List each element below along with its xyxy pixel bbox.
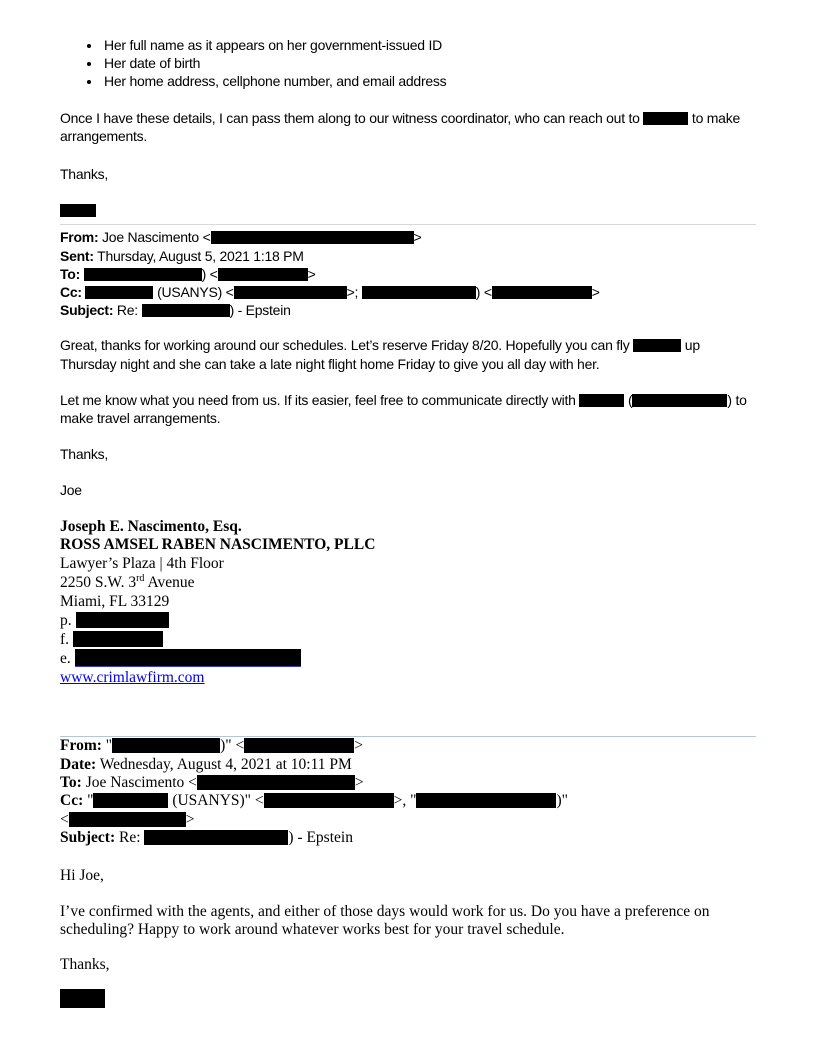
redaction-bar (93, 793, 168, 808)
redaction-bar (632, 394, 727, 407)
redaction-bar (579, 394, 624, 407)
body-paragraph: Let me know what you need from us. If its easier, feel free to communicate directly with ( ) to make travel arrangements. (60, 391, 747, 427)
redaction-bar (633, 339, 681, 352)
from-line (60, 737, 756, 755)
website-link[interactable]: www.crimlawfirm.com (60, 668, 205, 686)
redaction-bar (144, 830, 288, 845)
redaction-bar (197, 775, 355, 790)
sent-value: Thursday, August 5, 2021 1:18 PM (93, 247, 304, 264)
from-value: Joe Nascimento < > (98, 229, 422, 246)
signature-phone: p. (60, 612, 756, 631)
redaction-bar (218, 268, 308, 281)
to-value: Joe Nascimento < > (81, 774, 364, 791)
redaction-bar (142, 304, 230, 317)
cc-line (60, 283, 756, 301)
redaction-bar (416, 793, 556, 808)
to-label: To: (60, 265, 80, 282)
from-line (60, 228, 756, 246)
subject-value: Re: ) - Epstein (115, 828, 353, 846)
subject-label: Subject: (60, 828, 116, 846)
body-paragraph: Great, thanks for working around our schedules. Let’s reserve Friday 8/20. Hopefully you can fly up Thursday night and she can take a late night flight home Friday to give you all day with her. (60, 337, 700, 372)
signature-address: Miami, FL 33129 (60, 593, 170, 611)
email2-header (60, 737, 756, 847)
closing-text: Thanks, (60, 166, 109, 183)
body-paragraph: I’ve confirmed with the agents, and either of those days would work for us. Do you have a preference on scheduling? Happy to work around whatever works best for your travel schedule. (60, 902, 710, 938)
subject-label: Subject: (60, 302, 114, 319)
from-label: From: (60, 229, 99, 246)
to-label: To: (60, 774, 82, 791)
signature-firm: ROSS AMSEL RABEN NASCIMENTO, PLLC (60, 536, 376, 554)
greeting-text: Hi Joe, (60, 867, 104, 885)
date-label: Date: (60, 755, 97, 773)
subject-value: Re: ) - Epstein (113, 302, 291, 319)
sent-line (60, 247, 756, 265)
cc-label: Cc: (60, 284, 82, 301)
redaction-bar (76, 612, 169, 628)
address-text: Avenue (144, 574, 195, 592)
signature-fax: f. (60, 631, 756, 650)
sent-label: Sent: (60, 247, 94, 264)
signature-address: Lawyer’s Plaza | 4th Floor (60, 554, 224, 572)
list-item: • Her full name as it appears on her government-issued ID (102, 36, 756, 54)
signature-block (60, 518, 756, 688)
requested-details-list (60, 36, 756, 91)
to-line (60, 265, 756, 283)
redaction-bar (211, 231, 414, 244)
address-text: 2250 S.W. 3 (60, 574, 137, 592)
redaction-bar (643, 112, 688, 125)
to-line (60, 774, 756, 792)
signature-name: Joseph E. Nascimento, Esq. (60, 517, 242, 535)
intro-paragraph: Once I have these details, I can pass them along to our witness coordinator, who can reach out to to make arrangements. (60, 109, 740, 144)
redaction-bar (234, 286, 347, 299)
list-item: • Her home address, cellphone number, and email address (102, 72, 756, 90)
redaction-bar (84, 268, 202, 281)
redaction-bar (112, 738, 220, 753)
signoff-name: Joe (60, 482, 82, 499)
cc-value: (USANYS) < >; ) < > (82, 284, 600, 300)
date-line (60, 756, 756, 774)
cc-line (60, 792, 756, 829)
redaction-bar (244, 738, 354, 753)
redaction-bar (492, 286, 592, 299)
closing-text: Thanks, (60, 956, 110, 974)
redaction-bar (69, 812, 186, 827)
ordinal-superscript: rd (136, 573, 145, 585)
redaction-bar (73, 631, 163, 647)
email2-body (60, 867, 756, 1010)
signature-email: e. (60, 649, 756, 669)
subject-line (60, 301, 756, 319)
email-divider (60, 224, 756, 225)
redaction-bar (362, 286, 476, 299)
redaction-bar (60, 989, 105, 1008)
redacted-signature (60, 201, 756, 219)
to-value: ) < > (80, 266, 316, 282)
subject-line (60, 829, 756, 847)
redaction-bar (60, 204, 96, 217)
from-label: From: (60, 737, 102, 755)
cc-value: " (USANYS)" < >, " )" < > (60, 792, 568, 828)
redaction-bar (85, 286, 153, 299)
closing-text: Thanks, (60, 446, 109, 463)
redaction-bar (264, 793, 394, 808)
signature-website-line (60, 669, 756, 688)
from-value: " )" < > (101, 737, 363, 755)
redaction-bar (75, 649, 301, 666)
signature-address (60, 573, 756, 593)
list-item: • Her date of birth (102, 54, 756, 72)
email1-header (60, 228, 756, 319)
cc-label: Cc: (60, 792, 84, 810)
redacted-signature (60, 989, 756, 1010)
date-value: Wednesday, August 4, 2021 at 10:11 PM (96, 755, 352, 773)
